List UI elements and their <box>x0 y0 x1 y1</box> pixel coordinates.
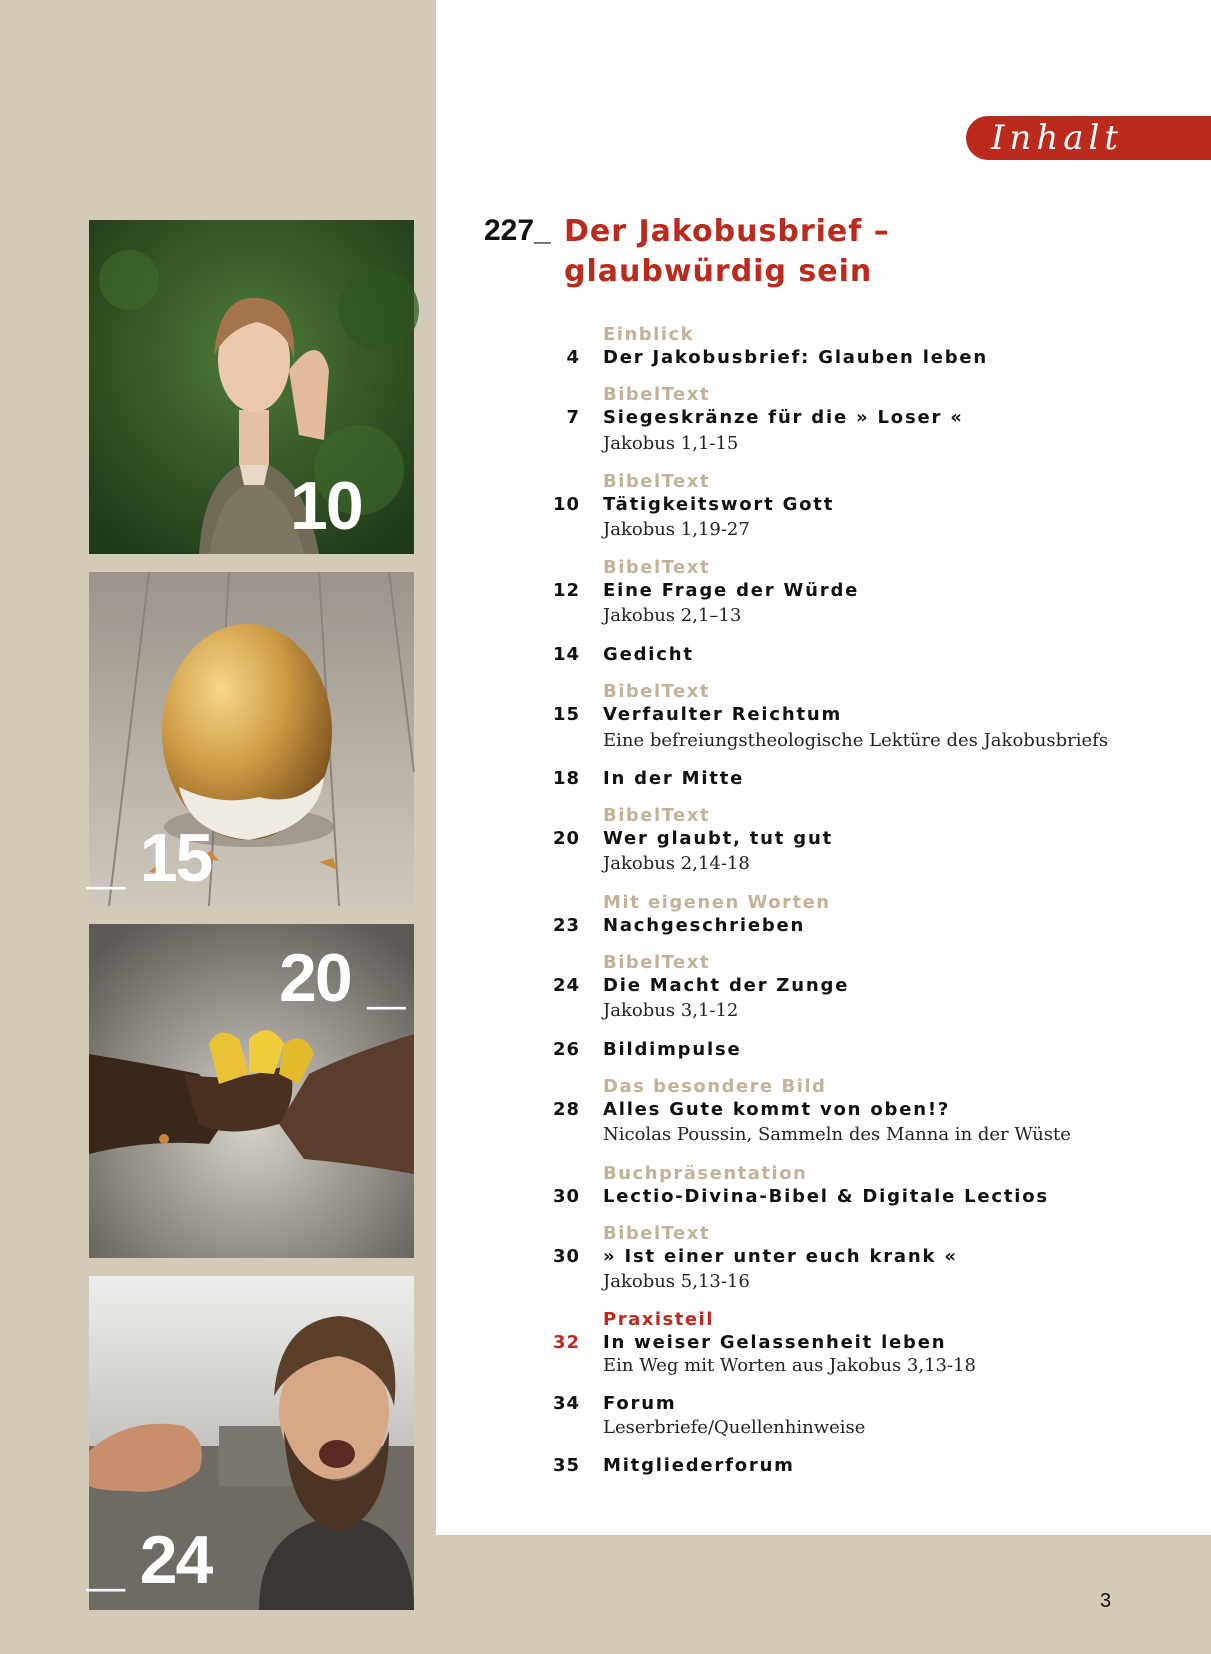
toc-subtitle: Jakobus 5,13-16 <box>603 1271 750 1292</box>
photo-number-10: 10 <box>290 468 362 544</box>
toc-category: BibelText <box>603 384 710 405</box>
toc-page-number: 4 <box>566 347 580 368</box>
toc-title[interactable]: In weiser Gelassenheit leben <box>603 1332 947 1353</box>
toc-title[interactable]: Tätigkeitswort Gott <box>603 494 835 515</box>
toc-category: BibelText <box>603 557 710 578</box>
toc-page-number-highlight: 32 <box>552 1332 580 1353</box>
toc-page-number: 14 <box>552 644 580 665</box>
toc-category: BibelText <box>603 471 710 492</box>
photo-bearded-man <box>89 1276 414 1610</box>
toc-title[interactable]: » Ist einer unter euch krank « <box>603 1246 958 1267</box>
toc-title[interactable]: Eine Frage der Würde <box>603 580 860 601</box>
photo-woman-listening <box>89 220 414 554</box>
headline-line-1: Der Jakobusbrief – <box>564 214 890 249</box>
toc-title[interactable]: Alles Gute kommt von oben!? <box>603 1099 951 1120</box>
toc-category-highlight: Praxisteil <box>603 1309 714 1330</box>
toc-subtitle: Nicolas Poussin, Sammeln des Manna in der Wüste <box>603 1124 1071 1145</box>
toc-title[interactable]: In der Mitte <box>603 768 745 789</box>
photo-number-24: _ 24 <box>87 1522 212 1598</box>
toc-category: BibelText <box>603 952 710 973</box>
toc-category: BibelText <box>603 1223 710 1244</box>
toc-title[interactable]: Die Macht der Zunge <box>603 975 850 996</box>
toc-page-number: 20 <box>552 828 580 849</box>
toc-subtitle: Jakobus 1,19-27 <box>603 519 750 540</box>
toc-subtitle: Jakobus 2,1–13 <box>603 605 742 626</box>
toc-category: Mit eigenen Worten <box>603 892 831 913</box>
toc-title[interactable]: Forum <box>603 1393 677 1414</box>
toc-title[interactable]: Der Jakobusbrief: Glauben leben <box>603 347 989 368</box>
toc-category: BibelText <box>603 805 710 826</box>
toc-category: BibelText <box>603 681 710 702</box>
photo-number-15: _ 15 <box>87 820 212 896</box>
issue-headline <box>564 212 1084 292</box>
photo-number-20: 20 _ <box>279 940 404 1016</box>
toc-page-number: 7 <box>566 407 580 428</box>
toc-page-number: 35 <box>552 1455 580 1476</box>
toc-title[interactable]: Lectio-Divina-Bibel & Digitale Lectios <box>603 1186 1049 1207</box>
toc-page-number: 30 <box>552 1246 580 1267</box>
toc-title[interactable]: Mitgliederforum <box>603 1455 795 1476</box>
headline-line-2: glaubwürdig sein <box>564 254 873 289</box>
toc-page-number: 28 <box>552 1099 580 1120</box>
toc-page-number: 26 <box>552 1039 580 1060</box>
toc-subtitle: Jakobus 1,1-15 <box>603 433 739 454</box>
photo-golden-egg <box>89 572 414 906</box>
toc-page-number: 15 <box>552 704 580 725</box>
toc-page-number: 34 <box>552 1393 580 1414</box>
toc-title[interactable]: Siegeskränze für die » Loser « <box>603 407 964 428</box>
toc-title[interactable]: Gedicht <box>603 644 694 665</box>
toc-subtitle: Jakobus 2,14-18 <box>603 853 750 874</box>
toc-title[interactable]: Verfaulter Reichtum <box>603 704 843 725</box>
section-tab <box>966 116 1211 160</box>
toc-page-number: 18 <box>552 768 580 789</box>
toc-title[interactable]: Wer glaubt, tut gut <box>603 828 833 849</box>
toc-category: Das besondere Bild <box>603 1076 827 1097</box>
toc-page-number: 30 <box>552 1186 580 1207</box>
toc-page-number: 23 <box>552 915 580 936</box>
toc-page-number: 12 <box>552 580 580 601</box>
issue-number: 227_ <box>484 214 551 247</box>
toc-subtitle: Jakobus 3,1-12 <box>603 1000 739 1021</box>
toc-page-number: 10 <box>552 494 580 515</box>
toc-category: Buchpräsentation <box>603 1163 808 1184</box>
toc-subtitle: Eine befreiungstheologische Lektüre des Jakobusbriefs <box>603 730 1109 751</box>
page-number: 3 <box>1100 1590 1112 1612</box>
toc-page-number: 24 <box>552 975 580 996</box>
toc-subtitle: Ein Weg mit Worten aus Jakobus 3,13-18 <box>603 1355 976 1376</box>
toc-title[interactable]: Bildimpulse <box>603 1039 742 1060</box>
toc-title[interactable]: Nachgeschrieben <box>603 915 806 936</box>
toc-category: Einblick <box>603 324 695 345</box>
toc-subtitle: Leserbriefe/Quellenhinweise <box>603 1417 866 1438</box>
section-tab-label: Inhalt <box>991 118 1124 158</box>
photo-hands-bananas <box>89 924 414 1258</box>
